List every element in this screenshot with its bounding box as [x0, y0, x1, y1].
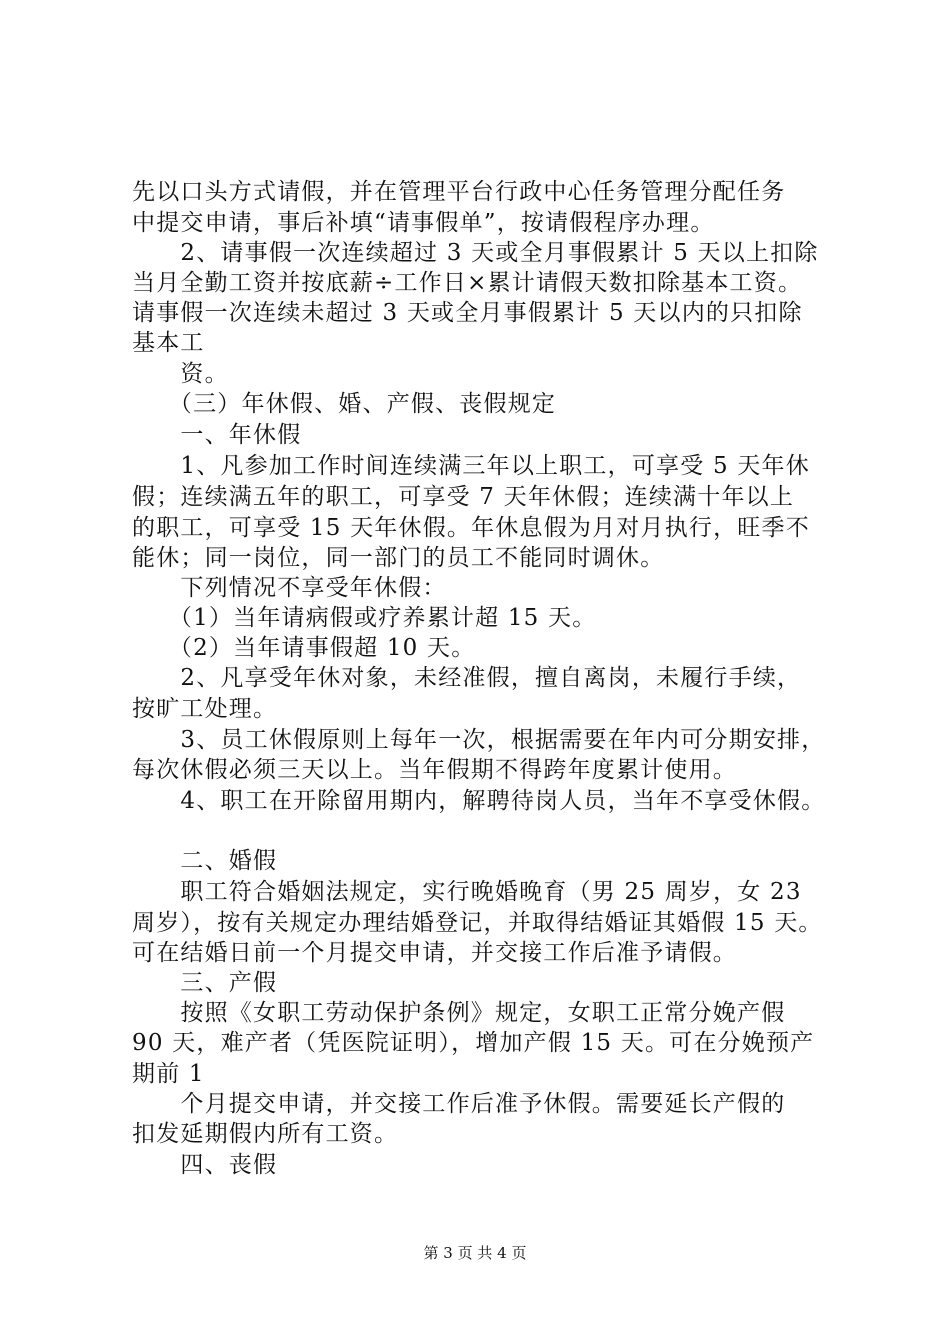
text-line: 周岁），按有关规定办理结婚登记，并取得结婚证其婚假 15 天。: [132, 910, 823, 936]
text-line: 2、请事假一次连续超过 3 天或全月事假累计 5 天以上扣除: [132, 240, 819, 266]
subsection-heading: 三、产假: [132, 970, 278, 996]
text-line: 按照《女职工劳动保护条例》规定，女职工正常分娩产假: [132, 1000, 786, 1026]
text-line: 可在结婚日前一个月提交申请，并交接工作后准予请假。: [132, 940, 737, 966]
text-line: 当月全勤工资并按底薪÷工作日×累计请假天数扣除基本工资。: [132, 270, 803, 296]
text-line: 4、职工在开除留用期内，解聘待岗人员，当年不享受休假。: [132, 788, 826, 814]
text-line: 3、员工休假原则上每年一次，根据需要在年内可分期安排，: [132, 727, 826, 753]
text-line: 的职工，可享受 15 天年休假。年休息假为月对月执行，旺季不: [132, 515, 810, 541]
subsection-heading: 四、丧假: [132, 1152, 278, 1178]
text-line: 2、凡享受年休对象，未经准假，擅自离岗，未履行手续，: [132, 665, 802, 691]
text-line: 职工符合婚姻法规定，实行晚婚晚育（男 25 周岁，女 23: [132, 879, 802, 905]
text-line: 假；连续满五年的职工，可享受 7 天年休假；连续满十年以上: [132, 484, 795, 510]
text-line: 1、凡参加工作时间连续满三年以上职工，可享受 5 天年休: [132, 453, 810, 479]
text-line: （2）当年请事假超 10 天。: [132, 635, 476, 661]
text-line: 期前 1: [132, 1061, 205, 1087]
text-line: 扣发延期假内所有工资。: [132, 1121, 399, 1147]
text-line: 基本工: [132, 330, 205, 356]
section-heading: （三）年休假、婚、产假、丧假规定: [132, 391, 557, 417]
text-line: 资。: [132, 361, 229, 387]
text-line: 每次休假必须三天以上。当年假期不得跨年度累计使用。: [132, 757, 737, 783]
text-line: 下列情况不享受年休假：: [132, 575, 447, 601]
text-line: 按旷工处理。: [132, 696, 278, 722]
text-line: 个月提交申请，并交接工作后准予休假。需要延长产假的: [132, 1091, 786, 1117]
subsection-heading: 一、年休假: [132, 422, 302, 448]
text-line: （1）当年请病假或疗养累计超 15 天。: [132, 605, 597, 631]
text-line: 能休；同一岗位，同一部门的员工不能同时调休。: [132, 545, 665, 571]
text-line: 请事假一次连续未超过 3 天或全月事假累计 5 天以内的只扣除: [132, 300, 803, 326]
subsection-heading: 二、婚假: [132, 848, 278, 874]
page-number-footer: 第 3 页 共 4 页: [423, 1244, 527, 1262]
text-line: 90 天，难产者（凭医院证明），增加产假 15 天。可在分娩预产: [132, 1030, 815, 1056]
text-line: 中提交申请，事后补填“请事假单”，按请假程序办理。: [132, 210, 715, 236]
text-line: 先以口头方式请假，并在管理平台行政中心任务管理分配任务: [132, 179, 786, 205]
